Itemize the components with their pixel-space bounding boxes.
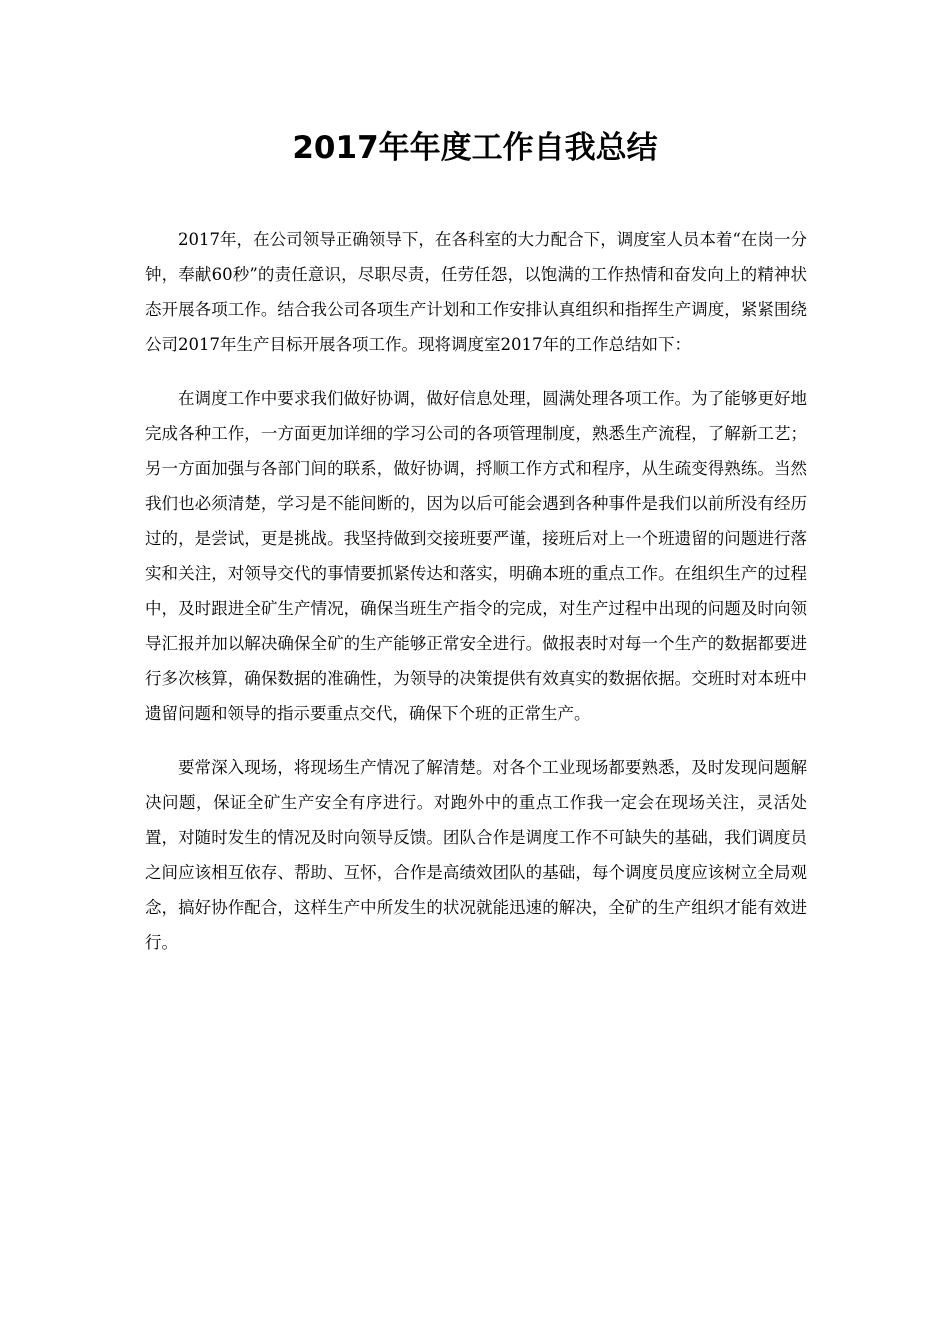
document-title: 2017年年度工作自我总结 <box>292 130 658 166</box>
paragraph-coordination: 在调度工作中要求我们做好协调，做好信息处理，圆满处理各项工作。为了能够更好地完成各种工作，一方面更加详细的学习公司的各项管理制度，熟悉生产流程，了解新工艺；另一方面加强与各部门间的联系，做好协调，捋顺工作方式和程序，从生疏变得熟练。当然我们也必须清楚，学习是不能间断的，因为以后可能会遇到各种事件是我们以前所没有经历过的，是尝试，更是挑战。我坚持做到交接班要严谨，接班后对上一个班遗留的问题进行落实和关注，对领导交代的事情要抓紧传达和落实，明确本班的重点工作。在组织生产的过程中，及时跟进全矿生产情况，确保当班生产指令的完成，对生产过程中出现的问题及时向领导汇报并加以解决确保全矿的生产能够正常安全进行。做报表时对每一个生产的数据都要进行多次核算，确保数据的准确性，为领导的决策提供有效真实的数据依据。交班时对本班中遗留问题和领导的指示要重点交代，确保下个班的正常生产。 <box>145 389 807 723</box>
paragraph-field-work: 要常深入现场，将现场生产情况了解清楚。对各个工业现场都要熟悉，及时发现问题解决问题，保证全矿生产安全有序进行。对跑外中的重点工作我一定会在现场关注，灵活处置，对随时发生的情况及时向领导反馈。团队合作是调度工作不可缺失的基础，我们调度员之间应该相互依存、帮助、互怀，合作是高绩效团队的基础，每个调度员度应该树立全局观念，搞好协作配合，这样生产中所发生的状况就能迅速的解决，全矿的生产组织才能有效进行。 <box>145 758 807 952</box>
document-body <box>145 222 807 960</box>
paragraph-intro: 2017年，在公司领导正确领导下，在各科室的大力配合下，调度室人员本着“在岗一分钟，奉献60秒”的责任意识，尽职尽责，任劳任怨，以饱满的工作热情和奋发向上的精神状态开展各项工作。结合我公司各项生产计划和工作安排认真组织和指挥生产调度，紧紧围绕公司2017年生产目标开展各项工作。现将调度室2017年的工作总结如下： <box>145 230 807 354</box>
